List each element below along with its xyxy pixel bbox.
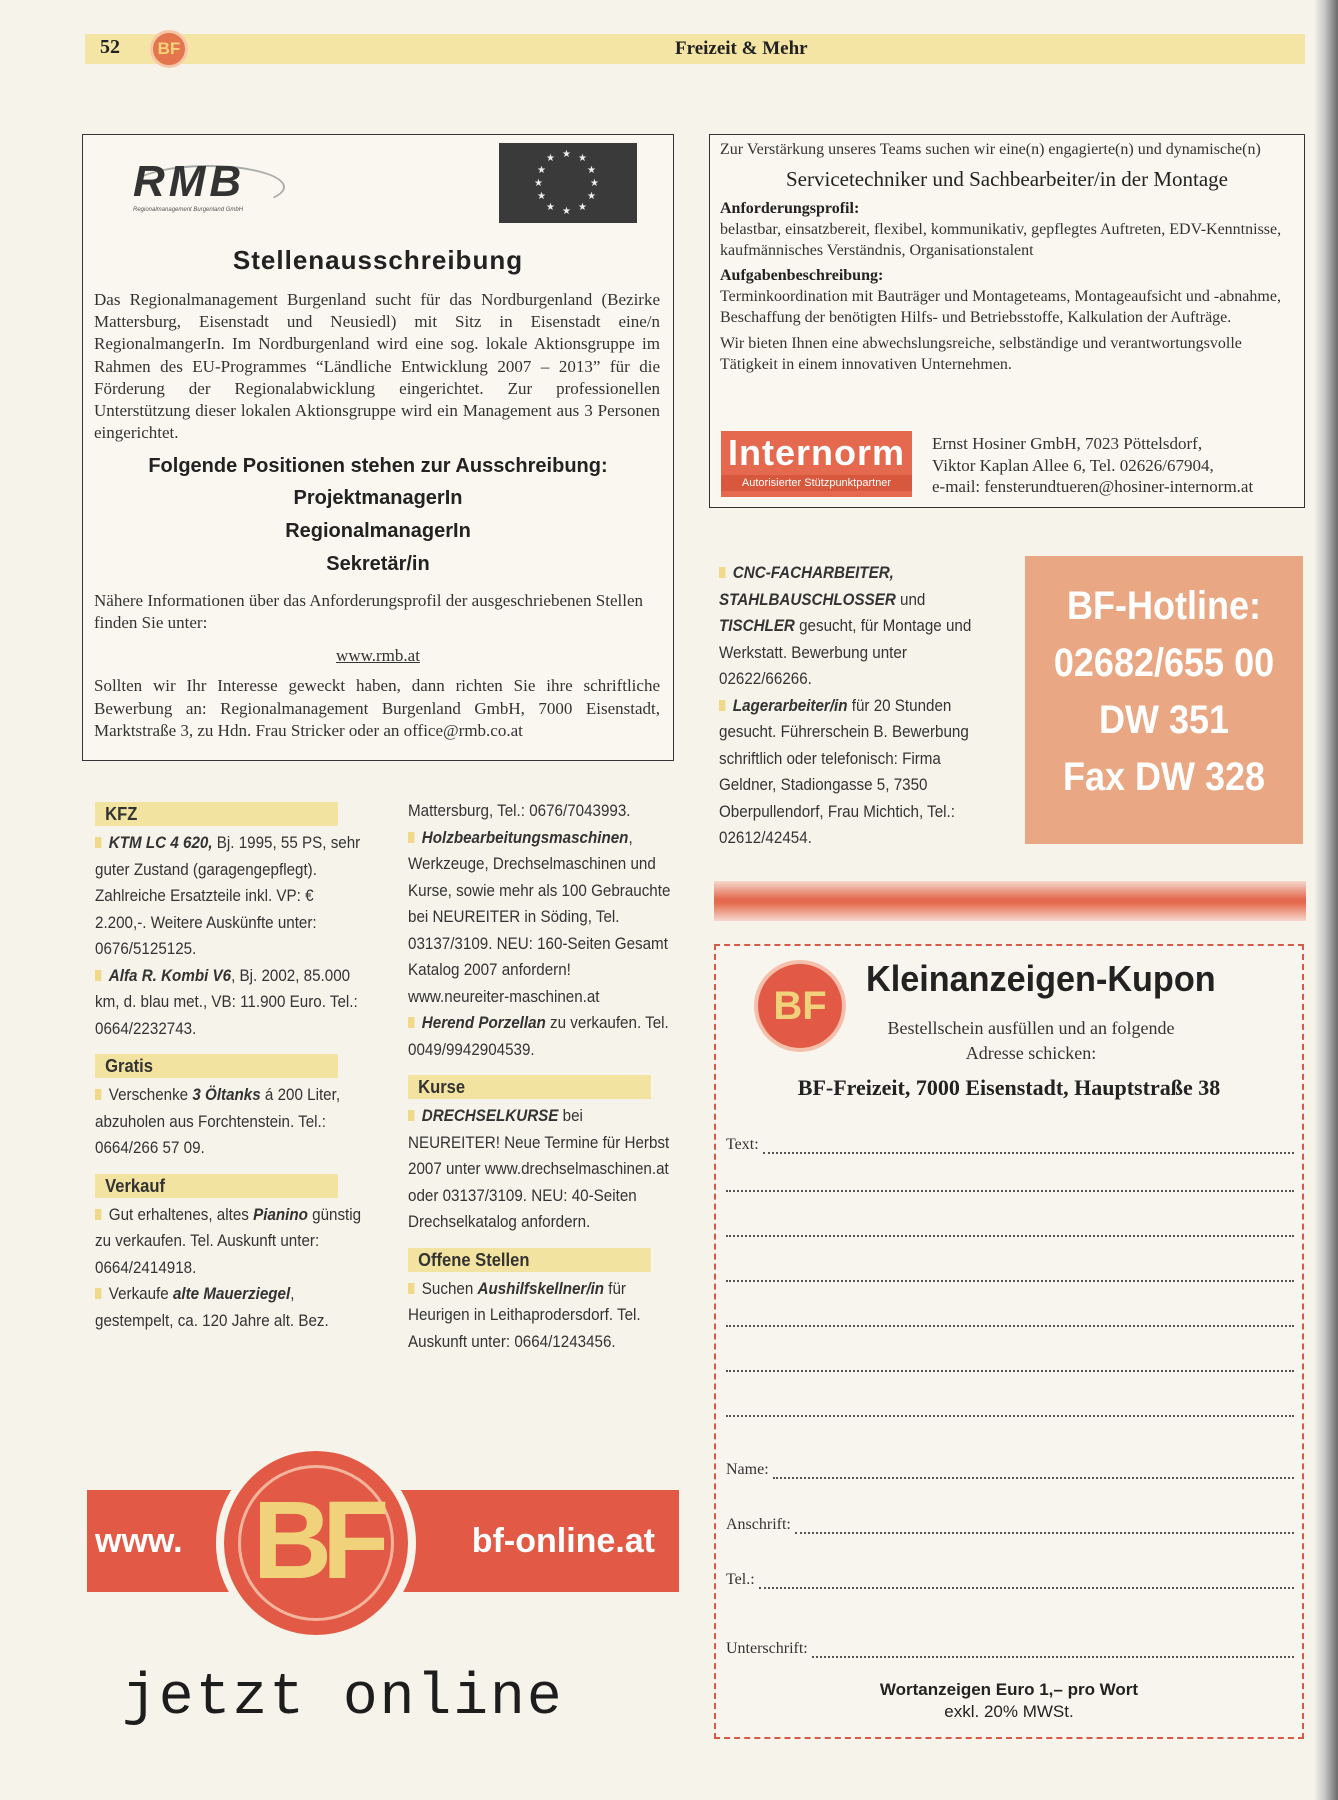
- banner-www: www.: [95, 1522, 183, 1560]
- hotline-title: BF-Hotline:: [1067, 584, 1261, 628]
- category-kfz: KFZ: [95, 802, 338, 826]
- ad-lager: [719, 693, 995, 852]
- ad-aushilfskellner-prefix: Suchen: [421, 1279, 478, 1298]
- ad-mauerziegel-text: , gestempelt, ca. 120 Jahre alt. Bez.: [95, 1285, 329, 1330]
- section-title: Freizeit & Mehr: [675, 38, 808, 59]
- rmb-position-3: Sekretär/in: [326, 553, 430, 575]
- ad-lager-text: für 20 Stunden gesucht. Führerschein B. Bewerbung schriftlich oder telefonisch: Firma Geldner, Stadiongasse 5, 7350 Oberpullendorf, Frau Michtich, Tel.: 02612/42454.: [719, 696, 969, 847]
- job-requirements: belastbar, einsatzbereit, flexibel, kommunikativ, gepflegtes Auftreten, EDV-Kenntnisse, kaufmännisches Verständnis, Organisationstalent: [720, 220, 1282, 259]
- coupon-name-label: Name:: [726, 1461, 769, 1478]
- page-edge-shadow: [1314, 0, 1338, 1800]
- coupon-title: Kleinanzeigen-Kupon: [866, 958, 1216, 999]
- ad-holz: [408, 825, 675, 1011]
- ad-pianino-title: Pianino: [253, 1205, 308, 1224]
- banner-tagline: jetzt online: [122, 1666, 564, 1731]
- ad-herend-title: Herend Porzellan: [421, 1014, 546, 1032]
- ad-lager-title: Lagerarbeiter/in: [732, 696, 848, 715]
- coupon-address: BF-Freizeit, 7000 Eisenstadt, Hauptstraße 38: [797, 1075, 1221, 1100]
- hotline-fax: Fax DW 328: [1062, 755, 1266, 799]
- ad-mauerziegel: [95, 1281, 362, 1334]
- coupon-address-line[interactable]: [795, 1518, 1294, 1534]
- bullet-icon: [408, 832, 414, 843]
- bf-logo-large: [216, 1443, 416, 1643]
- coupon-name-line[interactable]: [773, 1463, 1294, 1479]
- ad-ktm-title: KTM LC 4 620,: [108, 834, 213, 852]
- coupon-text-label: Text:: [726, 1136, 759, 1153]
- ad-pianino: [95, 1202, 362, 1282]
- bullet-icon: [95, 970, 101, 981]
- ad-cnc: [719, 560, 995, 693]
- coupon-name-field[interactable]: [726, 1461, 1294, 1479]
- ad-holz-text: , Werkzeuge, Drechselmaschinen und Kurse, sowie mehr als 100 Gebrauchte bei NEUREITER in Söding, Tel. 03137/3109. NEU: 160-Seiten Gesamt Katalog 2007 anfordern! www.neureiter-maschinen.at: [408, 828, 671, 1006]
- ad-alfa: [95, 963, 362, 1043]
- job-offer: Wir bieten Ihnen eine abwechslungsreiche, selbständige und verantwortungsvolle Tätigkeit in einem innovativen Unternehmen.: [720, 334, 1242, 373]
- bullet-icon: [719, 567, 725, 578]
- bullet-icon: [95, 1089, 101, 1100]
- job-title: Servicetechniker und Sachbearbeiter/in der Montage: [786, 166, 1228, 191]
- job-requirements-label: Anforderungsprofil:: [720, 199, 860, 217]
- rmb-info: Nähere Informationen über das Anforderungsprofil der ausgeschriebenen Stellen finden Sie unter:: [94, 591, 643, 632]
- ad-drechselkurse-text: bei NEUREITER! Neue Termine für Herbst 2007 unter www.drechselmaschinen.at oder 03137/3109. NEU: 40-Seiten Drechselkatalog anfordern.: [408, 1107, 670, 1231]
- category-kurse: Kurse: [408, 1075, 651, 1099]
- classifieds-column-1: [95, 796, 362, 1334]
- ad-ktm: [95, 830, 362, 963]
- job-tasks-label: Aufgabenbeschreibung:: [720, 266, 884, 284]
- ad-pianino-text: günstig zu verkaufen. Tel. Auskunft unter: 0664/2414918.: [95, 1205, 362, 1277]
- ad-alfa-text: , Bj. 2002, 85.000 km, d. blau met., VB: 11.900 Euro. Tel.: 0664/2232743.: [95, 966, 358, 1038]
- coupon-text-line-4[interactable]: [726, 1279, 1294, 1282]
- bullet-icon: [719, 700, 725, 711]
- category-gratis: Gratis: [95, 1054, 338, 1078]
- rmb-heading: Stellenausschreibung: [232, 245, 524, 275]
- coupon-tel-field[interactable]: [726, 1571, 1294, 1589]
- ad-aushilfskellner: [408, 1276, 675, 1356]
- kleinanzeigen-coupon: [714, 944, 1304, 1739]
- rmb-logo: RMB: [133, 157, 246, 206]
- coupon-tel-line[interactable]: [759, 1573, 1294, 1589]
- ad-oeltanks-text: á 200 Liter, abzuholen aus Forchtenstein. Tel.: 0664/266 57 09.: [95, 1086, 341, 1157]
- category-offene-stellen: Offene Stellen: [408, 1248, 651, 1272]
- bf-logo-small: BF: [150, 30, 188, 68]
- coupon-text-line-6[interactable]: [726, 1369, 1294, 1372]
- coupon-address-label: Anschrift:: [726, 1516, 791, 1533]
- ad-aushilfskellner-text: für Heurigen in Leithaprodersdorf. Tel. Auskunft unter: 0664/1243456.: [408, 1279, 641, 1351]
- coupon-tel-label: Tel.:: [726, 1571, 755, 1588]
- ad-holz-title: Holzbearbeitungsmaschinen: [421, 828, 629, 847]
- job-address-line-2: Viktor Kaplan Allee 6, Tel. 02626/67904,: [932, 455, 1214, 475]
- job-tasks: Terminkoordination mit Bauträger und Montageteams, Montageaufsicht und -abnahme, Beschaffung der benötigten Hilfs- und Betriebsstoffe, Kalkulation der Aufträge.: [720, 287, 1281, 326]
- right-job-ads: [719, 560, 995, 852]
- coupon-text-line-3[interactable]: [726, 1234, 1294, 1237]
- ad-oeltanks-prefix: Verschenke: [108, 1086, 193, 1104]
- ad-oeltanks: [95, 1082, 362, 1162]
- coupon-signature-line[interactable]: [812, 1642, 1294, 1658]
- banner-url[interactable]: bf-online.at: [471, 1522, 655, 1560]
- ad-cnc-text-1: und: [895, 590, 926, 609]
- bullet-icon: [408, 1283, 414, 1294]
- rmb-position-2: RegionalmanagerIn: [285, 520, 471, 542]
- rmb-website-link[interactable]: www.rmb.at: [336, 646, 420, 665]
- ad-oeltanks-title: 3 Öltanks: [192, 1086, 261, 1104]
- ad-cnc-text-2: gesucht, für Montage und Werkstatt. Bewerbung unter 02622/66266.: [719, 617, 972, 688]
- bullet-icon: [95, 1288, 101, 1299]
- ad-mauerziegel-continued: Mattersburg, Tel.: 0676/7043993.: [408, 802, 631, 820]
- internorm-logo-subtext: Autorisierter Stützpunktpartner: [721, 475, 912, 491]
- bf-logo-text: BF: [252, 1479, 380, 1602]
- rmb-job-ad: [82, 134, 674, 761]
- coupon-vat: exkl. 20% MWSt.: [944, 1702, 1074, 1721]
- coupon-address-field[interactable]: [726, 1516, 1294, 1534]
- ad-aushilfskellner-title: Aushilfskellner/in: [477, 1279, 605, 1298]
- ad-mauerziegel-prefix: Verkaufe: [108, 1285, 173, 1303]
- coupon-text-line[interactable]: [763, 1138, 1294, 1154]
- rmb-contact: Sollten wir Ihr Interesse geweckt haben, dann richten Sie ihre schriftliche Bewerbung an: Regionalmanagement Burgenland GmbH, 7000 Eisenstadt, Marktstraße 3, zu Hdn. Frau Stricker oder an office@rmb.co.at: [94, 676, 660, 740]
- page-number: 52: [100, 36, 120, 58]
- ad-pianino-prefix: Gut erhaltenes, altes: [108, 1205, 254, 1224]
- job-address-line-1: Ernst Hosiner GmbH, 7023 Pöttelsdorf,: [932, 434, 1203, 453]
- hotline-extension: DW 351: [1098, 698, 1230, 742]
- coupon-instruction: Bestellschein ausfüllen und an folgende Adresse schicken:: [887, 1018, 1175, 1063]
- ad-drechselkurse-title: DRECHSELKURSE: [421, 1107, 559, 1125]
- rmb-positions-heading: Folgende Positionen stehen zur Ausschreibung:: [148, 455, 608, 477]
- hotline-number: 02682/655 00: [1053, 641, 1275, 685]
- ad-ktm-text: Bj. 1995, 55 PS, sehr guter Zustand (garagengepflegt). Zahlreiche Ersatzteile inkl. VP: € 2.200,-. Weitere Auskünfte unter: 0676/5125125.: [95, 834, 361, 958]
- ad-alfa-title: Alfa R. Kombi V6: [108, 966, 232, 985]
- bullet-icon: [408, 1110, 414, 1121]
- ad-drechselkurse: [408, 1103, 675, 1236]
- job-intro: Zur Verstärkung unseres Teams suchen wir eine(n) engagierte(n) und dynamische(n): [720, 141, 1261, 158]
- bullet-icon: [408, 1017, 414, 1028]
- category-verkauf: Verkauf: [95, 1174, 338, 1198]
- rmb-logo-subtitle: Regionalmanagement Burgenland GmbH: [133, 207, 244, 213]
- ad-cnc-title-3: TISCHLER: [719, 617, 795, 635]
- job-address-line-3: e-mail: fensterundtueren@hosiner-internorm.at: [932, 477, 1254, 496]
- coupon-signature-label: Unterschrift:: [726, 1640, 808, 1657]
- decorative-red-bar: [714, 881, 1306, 921]
- internorm-job-ad: [709, 134, 1305, 508]
- bf-hotline-box: [1025, 556, 1303, 844]
- ad-cnc-title-2: STAHLBAUSCHLOSSER: [719, 590, 896, 609]
- page-header: [85, 34, 1305, 64]
- internorm-logo: [721, 431, 912, 497]
- coupon-text-line-7[interactable]: [726, 1414, 1294, 1417]
- coupon-text-line-2[interactable]: [726, 1189, 1294, 1192]
- coupon-text-line-5[interactable]: [726, 1324, 1294, 1327]
- ad-mauerziegel-title: alte Mauerziegel: [172, 1285, 291, 1303]
- ad-herend: [408, 1010, 675, 1063]
- internorm-logo-text: Internorm: [727, 432, 905, 473]
- rmb-intro: Das Regionalmanagement Burgenland sucht für das Nordburgenland (Bezirke Mattersburg, Eisenstadt und Neusiedl) mit Sitz in Eisenstadt eine/n RegionalmangerIn. Im Nordburgenland wird eine sog. lokale Aktionsgruppe im Rahmen des EU-Programmes “Ländliche Entwicklung 2007 – 2013” für die Förderung der Regionalabwicklung eingerichtet. Zur professionellen Unterstützung dieser lokalen Aktionsgruppe wird ein Management aus 3 Personen eingerichtet.: [94, 290, 660, 443]
- coupon-bf-logo: BF: [754, 960, 846, 1052]
- ad-herend-text: zu verkaufen. Tel. 0049/9942904539.: [408, 1014, 669, 1059]
- coupon-signature-field[interactable]: [726, 1640, 1294, 1658]
- bullet-icon: [95, 837, 101, 848]
- bullet-icon: [95, 1209, 101, 1220]
- eu-flag-icon: ★ ★ ★ ★ ★ ★ ★ ★ ★ ★ ★ ★: [499, 143, 637, 223]
- rmb-position-1: ProjektmanagerIn: [293, 487, 463, 509]
- job-address: [932, 433, 1253, 498]
- coupon-text-field[interactable]: [726, 1136, 1294, 1154]
- coupon-price: Wortanzeigen Euro 1,– pro Wort: [879, 1680, 1139, 1699]
- ad-cnc-title-1: CNC-FACHARBEITER,: [732, 564, 894, 582]
- classifieds-column-2: [408, 796, 675, 1355]
- coupon-footer: [716, 1679, 1302, 1723]
